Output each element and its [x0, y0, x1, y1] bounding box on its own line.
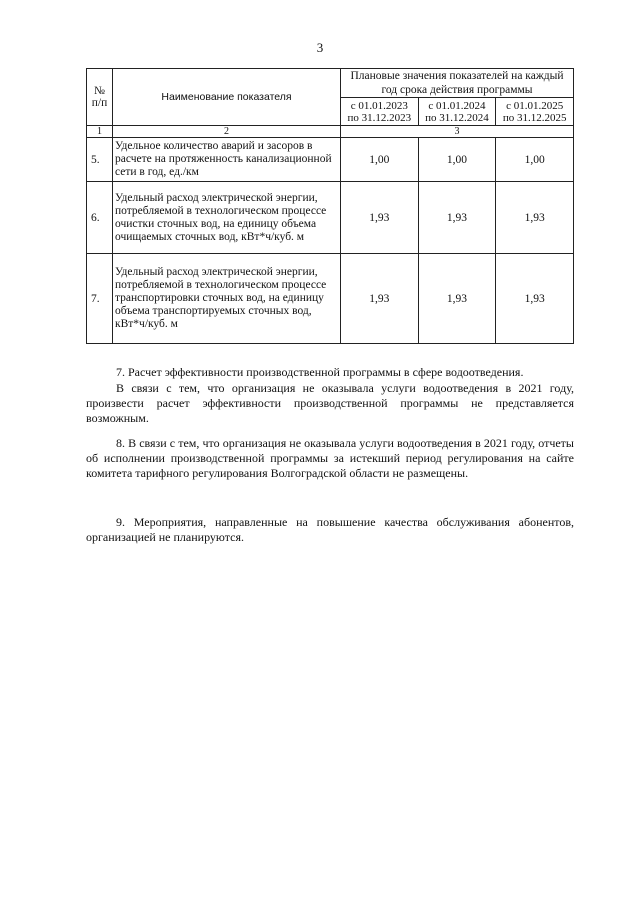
table-row — [87, 182, 574, 254]
section-7-body: В связи с тем, что организация не оказывала услуги водоотведения в 2021 году, произвести расчет эффективности производственной программы не представляется возможным. — [86, 381, 574, 425]
header-plan-cell: Плановые значения показателей на каждый год срока действия программы — [341, 69, 574, 98]
period-2024-to: по 31.12.2024 — [425, 111, 489, 124]
row-name: Удельный расход электрической энергии, потребляемой в технологическом процессе очистки сточных вод, на единицу объема очищаемых сточных вод, кВт*ч/куб. м — [113, 182, 341, 254]
header-num-cell — [87, 69, 113, 126]
period-2023-from: с 01.01.2023 — [350, 99, 408, 112]
row-value-2023: 1,93 — [341, 182, 419, 254]
section-8-paragraph: 8. В связи с тем, что организация не оказывала услуги водоотведения в 2021 году, отчеты об исполнении производственной программы за истекший период регулирования на сайте комитета тарифного регулирования Волгоградской области не размещены. — [86, 436, 574, 480]
index-cell-1: 1 — [87, 126, 113, 138]
section-9-paragraph: 9. Мероприятия, направленные на повышение качества обслуживания абонентов, организацией не планируются. — [86, 515, 574, 544]
period-2024 — [418, 98, 496, 126]
section-7-title: 7. Расчет эффективности производственной программы в сфере водоотведения. — [116, 365, 524, 379]
row-name: Удельный расход электрической энергии, потребляемой в технологическом процессе транспортировки сточных вод, на единицу объема транспортируемых сточных вод, кВт*ч/куб. м — [113, 254, 341, 344]
row-value-2024: 1,93 — [418, 254, 496, 344]
row-num: 6. — [87, 182, 113, 254]
period-2025-from: с 01.01.2025 — [506, 99, 564, 112]
index-cell-3: 3 — [341, 126, 574, 138]
row-value-2024: 1,93 — [418, 182, 496, 254]
row-num: 5. — [87, 138, 113, 182]
row-value-2025: 1,00 — [496, 138, 574, 182]
row-name: Удельное количество аварий и засоров в расчете на протяженность канализационной сети в год, ед./км — [113, 138, 341, 182]
indicators-table — [86, 68, 574, 344]
page-number: 3 — [316, 40, 324, 55]
row-value-2025: 1,93 — [496, 254, 574, 344]
row-value-2024: 1,00 — [418, 138, 496, 182]
row-value-2023: 1,93 — [341, 254, 419, 344]
index-cell-2: 2 — [113, 126, 341, 138]
period-2025 — [496, 98, 574, 126]
period-2024-from: с 01.01.2024 — [428, 99, 486, 112]
table-row — [87, 138, 574, 182]
period-2025-to: по 31.12.2025 — [502, 111, 567, 124]
row-value-2025: 1,93 — [496, 182, 574, 254]
index-row — [87, 126, 574, 138]
header-name-cell: Наименование показателя — [113, 69, 341, 126]
table-row — [87, 254, 574, 344]
period-2023 — [341, 98, 419, 126]
period-2023-to: по 31.12.2023 — [347, 111, 412, 124]
row-value-2023: 1,00 — [341, 138, 419, 182]
header-num-line2: п/п — [91, 97, 108, 109]
row-num: 7. — [87, 254, 113, 344]
header-num-line1: № — [94, 85, 105, 97]
